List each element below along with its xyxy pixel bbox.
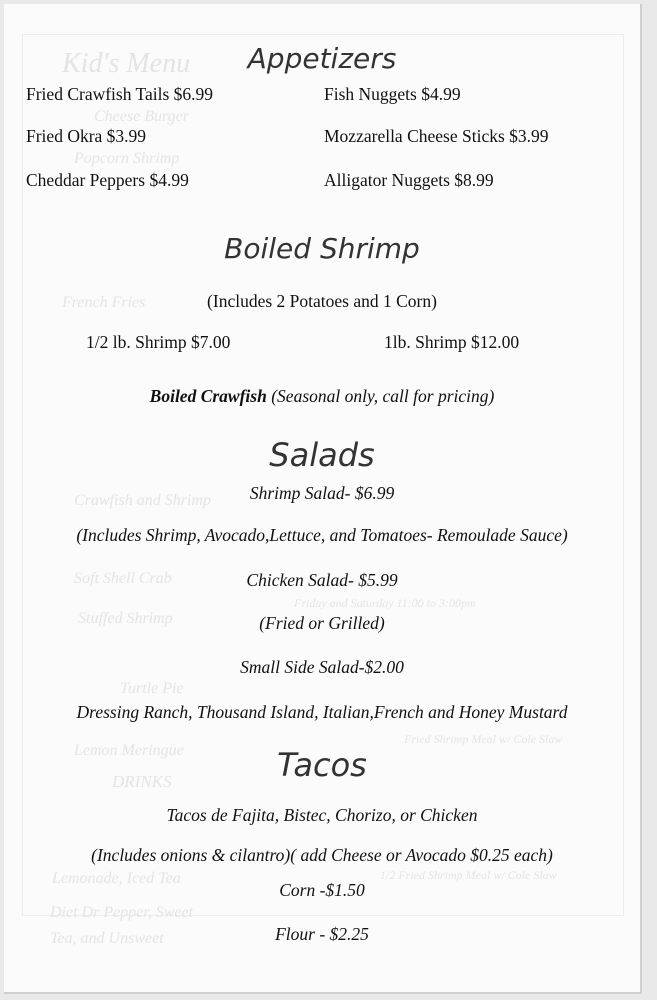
bleed-tea-unsweet: Tea, and Unsweet — [50, 930, 164, 947]
menu-item: 1/2 lb. Shrimp $7.00 — [86, 332, 231, 352]
shrimp-salad-note: (Includes Shrimp, Avocado,Lettuce, and Tomatoes- Remoulade Sauce) — [76, 525, 568, 545]
menu-item: Flour - $2.25 — [275, 924, 369, 944]
bleed-kids-menu: Kid's Menu — [62, 48, 191, 79]
bleed-lemon-meringue: Lemon Meringue — [74, 742, 184, 759]
menu-item: Fish Nuggets $4.99 — [324, 84, 461, 104]
taco-note: (Includes onions & cilantro)( add Cheese or Avocado $0.25 each) — [91, 845, 553, 865]
bleed-friday: Friday and Saturday 11:00 to 3:00pm — [294, 596, 476, 610]
bleed-half-meal: 1/2 Fried Shrimp Meal w/ Cole Slaw — [380, 868, 557, 882]
salads-heading: Salads — [269, 436, 375, 474]
bleed-cheese-burger: Cheese Burger — [94, 108, 189, 125]
bleed-drinks: DRINKS — [112, 772, 172, 791]
menu-item: Mozzarella Cheese Sticks $3.99 — [324, 126, 549, 146]
menu-item: Chicken Salad- $5.99 — [246, 570, 398, 590]
bleed-diet-dr-pepper: Diet Dr Pepper, Sweet — [50, 904, 194, 921]
bleed-fried-shrimp-meal: Fried Shrimp Meal w/ Cole Slaw — [404, 732, 563, 746]
menu-item: Shrimp Salad- $6.99 — [249, 483, 395, 503]
boiled-crawfish-line — [4, 386, 640, 407]
bleed-lemonade: Lemonade, Iced Tea — [52, 870, 181, 887]
menu-page — [4, 4, 642, 994]
menu-item: Fried Crawfish Tails $6.99 — [26, 84, 214, 104]
menu-item: Corn -$1.50 — [279, 880, 365, 900]
bleed-popcorn-shrimp: Popcorn Shrimp — [74, 150, 180, 167]
boiled-crawfish-label: Boiled Crawfish — [149, 386, 267, 406]
menu-item: Cheddar Peppers $4.99 — [26, 170, 189, 190]
appetizers-heading: Appetizers — [247, 42, 397, 75]
bleed-crawfish-shrimp: Crawfish and Shrimp — [74, 492, 211, 509]
chicken-salad-note: (Fried or Grilled) — [259, 613, 385, 633]
bleed-french-fries: French Fries — [62, 294, 146, 311]
bleed-soft-shell: Soft Shell Crab — [74, 570, 172, 587]
menu-item: 1lb. Shrimp $12.00 — [384, 332, 520, 352]
boiled-shrimp-note: (Includes 2 Potatoes and 1 Corn) — [207, 291, 437, 311]
boiled-crawfish-note: (Seasonal only, call for pricing) — [266, 386, 495, 406]
taco-types: Tacos de Fajita, Bistec, Chorizo, or Chicken — [166, 805, 478, 825]
menu-item: Alligator Nuggets $8.99 — [324, 170, 494, 190]
menu-item: Small Side Salad-$2.00 — [240, 657, 404, 677]
tacos-heading: Tacos — [277, 746, 367, 784]
boiled-shrimp-heading: Boiled Shrimp — [224, 232, 420, 265]
bleed-stuffed-shrimp: Stuffed Shrimp — [78, 610, 173, 627]
dressing-options: Dressing Ranch, Thousand Island, Italian,French and Honey Mustard — [76, 702, 568, 722]
bleed-turtle-pie: Turtle Pie — [120, 680, 184, 697]
menu-item: Fried Okra $3.99 — [26, 126, 147, 146]
